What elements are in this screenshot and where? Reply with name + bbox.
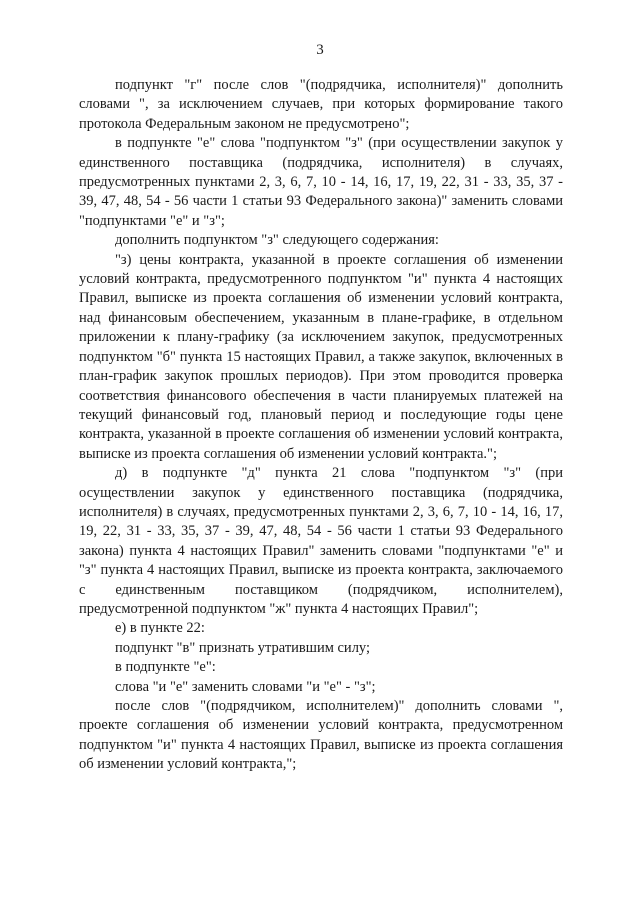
paragraph-subpoint-g: подпункт "г" после слов "(подрядчика, исполнителя)" дополнить словами ", за исключением случаев, при которых формирование такого протокола Федеральным законом не предусмотрено"; bbox=[79, 77, 563, 132]
paragraph-subpoint-e: в подпункте "е" слова "подпунктом "з" (при осуществлении закупок у единственного поставщика (подрядчика, исполнителя) в случаях, предусмотренных пунктами 2, 3, 6, 7, 10 - 14, 16, 17, 19, 22, 31 - 33, 35, 37 - 39, 47, 48, 54 - 56 части 1 статьи 93 Федерального закона)" заменить словами "подпунктами "е" и "з"; bbox=[79, 135, 563, 229]
paragraph-replace-words: слова "и "е" заменить словами "и "е" - "з"; bbox=[115, 678, 376, 695]
paragraph-item-e: е) в пункте 22: bbox=[115, 620, 205, 637]
document-body bbox=[79, 76, 563, 775]
paragraph-subpoint-v: подпункт "в" признать утратившим силу; bbox=[115, 639, 371, 656]
page-number: 3 bbox=[316, 42, 324, 58]
paragraph-subpoint-z-content: "з) цены контракта, указанной в проекте соглашения об изменении условий контракта, предусмотренного подпунктом "и" пункта 4 настоящих Правил, выписке из проекта соглашения об изменении условий контракта, над финансовым обеспечением, указанным в плане-графике, в отдельном приложении к плану-графику (за исключением закупок, предусмотренных подпунктом "б" пункта 15 настоящих Правил, а также закупок, включенных в план-график закупок прошлых периодов). При этом проводится проверка соответствия финансового обеспечения в части планируемых платежей на текущий финансовый год, плановый период и последующие годы цене контракта, указанной в проекте соглашения об изменении условий контракта, выписке из проекта соглашения об изменении условий контракта."; bbox=[79, 251, 563, 462]
paragraph-in-subpoint-e: в подпункте "е": bbox=[115, 659, 216, 676]
paragraph-after-words: после слов "(подрядчиком, исполнителем)" дополнить словами ", проекте соглашения об изменении условий контракта, предусмотренном подпунктом "и" пункта 4 настоящих Правил, выписке из проекта соглашения об изменении условий контракта,"; bbox=[79, 698, 563, 773]
paragraph-item-d: д) в подпункте "д" пункта 21 слова "подпунктом "з" (при осуществлении закупок у единственного поставщика (подрядчика, исполнителя) в случаях, предусмотренных пунктами 2, 3, 6, 7, 10 - 14, 16, 17, 19, 22, 31 - 33, 35, 37 - 39, 47, 48, 54 - 56 части 1 статьи 93 Федерального закона) пункта 4 настоящих Правил" заменить словами "подпунктами "е" и "з" пункта 4 настоящих Правил, выписке из проекта контракта, заключаемого с единственным поставщиком (подрядчиком, исполнителем), предусмотренной подпунктом "ж" пункта 4 настоящих Правил"; bbox=[79, 465, 563, 617]
paragraph-add-subpoint-z: дополнить подпунктом "з" следующего содержания: bbox=[115, 232, 439, 249]
